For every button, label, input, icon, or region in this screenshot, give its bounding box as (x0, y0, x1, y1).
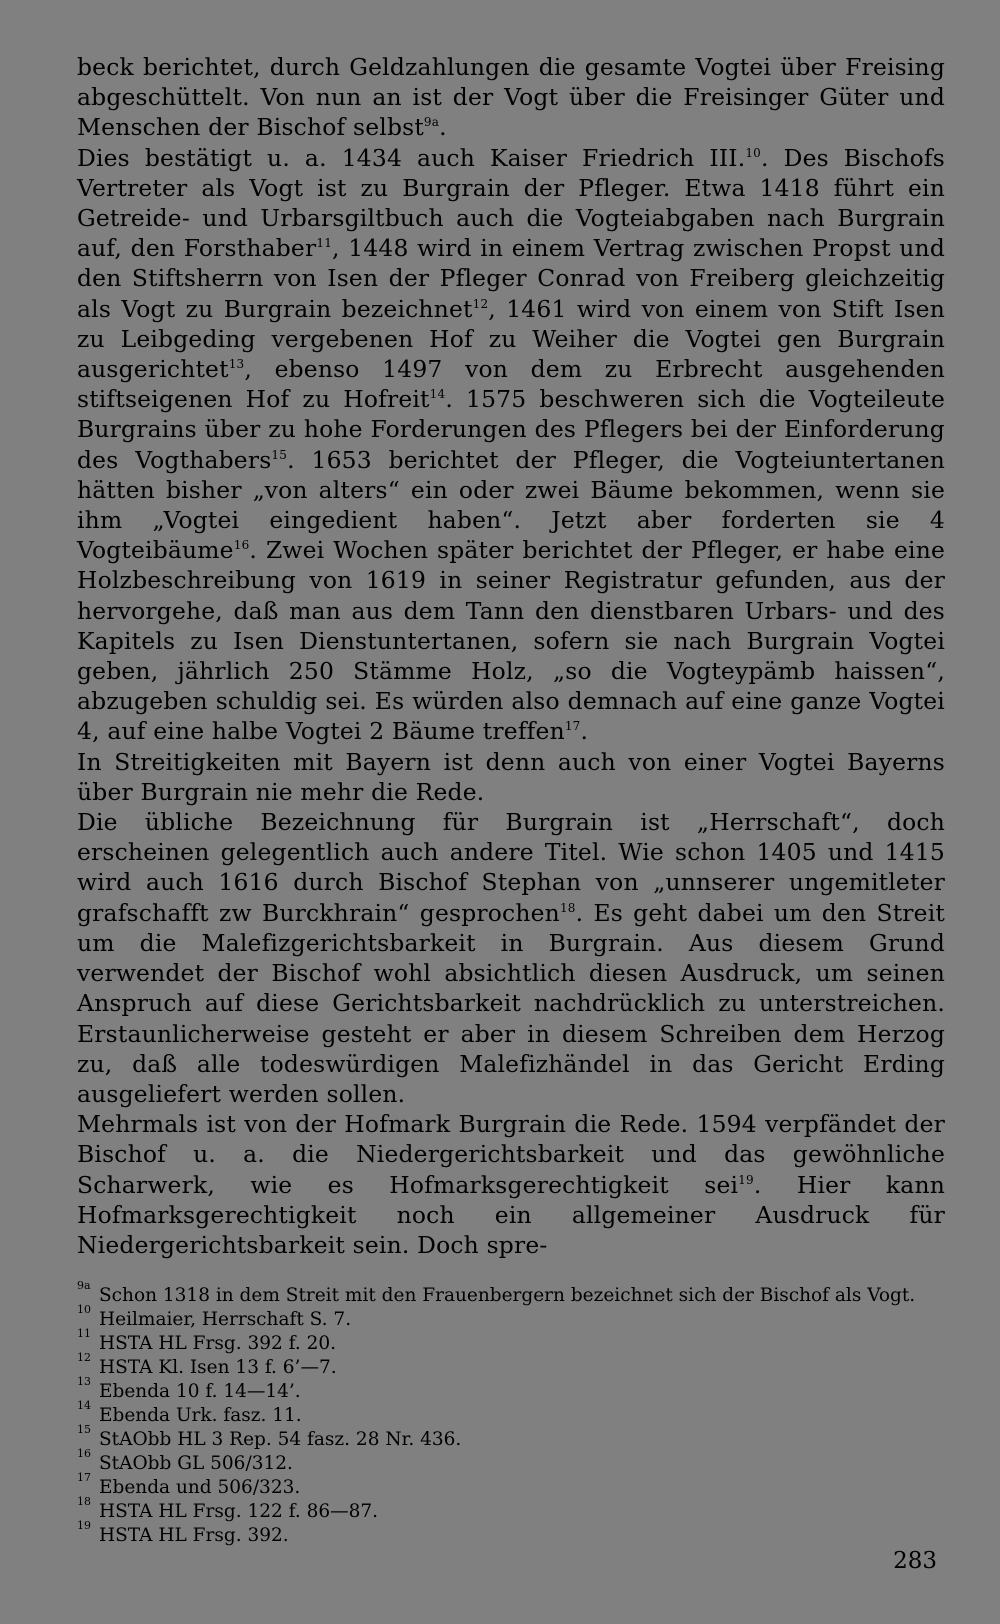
footnote-reference: 11 (316, 236, 333, 251)
paragraph-text: In Streitigkeiten mit Bayern ist denn auch von einer Vogtei Bayerns über Burgrain nie mehr die Rede. (77, 747, 945, 806)
paragraph (77, 1109, 945, 1260)
footnote (77, 1327, 945, 1356)
body-text (77, 52, 945, 1260)
paragraph (77, 52, 945, 143)
paragraph-text: . 1575 beschweren sich die Vogteileute Burgrains über zu hohe Forderungen des Pflegers bei der Einforderung des Vogthabers (77, 385, 946, 474)
footnote-reference: 9a (423, 115, 440, 130)
footnote-number: 9a (77, 1279, 91, 1293)
footnote-number: 18 (77, 1495, 91, 1509)
paragraph-text: . (439, 113, 447, 142)
footnote-number: 11 (77, 1327, 91, 1341)
book-page (77, 52, 945, 1548)
footnote (77, 1399, 945, 1428)
paragraph-text: Mehrmals ist von der Hofmark Burgrain die Rede. 1594 verpfändet der Bischof u. a. die Niedergerichtsbarkeit und das gewöhnliche Scharwerk, wie es Hofmarksgerechtigkeit sei (77, 1110, 945, 1199)
paragraph-text: Die übliche Bezeichnung für Burgrain ist „Herrschaft“, doch erscheinen gelegentlich auch andere Titel. Wie schon 1405 und 1415 wird auch 1616 durch Bischof Stephan von „unnserer ungemitleter grafschafft zw Burckhrain“ gesprochen (77, 808, 945, 927)
paragraph (77, 143, 945, 747)
footnote-reference: 17 (564, 719, 581, 734)
paragraph-text: , ebenso 1497 von dem zu Erbrecht ausgehenden stiftseigenen Hof zu Hofreit (77, 355, 945, 414)
footnote-text: HSTA HL Frsg. 122 f. 86—87. (99, 1501, 379, 1523)
footnote-number: 17 (77, 1471, 91, 1485)
footnote-text: HSTA Kl. Isen 13 f. 6’—7. (99, 1357, 337, 1379)
footnote-text: StAObb GL 506/312. (99, 1453, 293, 1475)
footnotes (77, 1279, 945, 1548)
paragraph-text: . 1653 berichtet der Pfleger, die Vogteiuntertanen hätten bisher „von alters“ ein oder zwei Bäume bekommen, wenn sie ihm „Vogtei eingedient haben“. Jetzt aber forderten sie 4 Vogteibäume (77, 445, 946, 565)
footnote (77, 1423, 945, 1452)
footnote-number: 10 (77, 1303, 91, 1317)
footnote (77, 1375, 945, 1404)
footnote-reference: 18 (559, 900, 576, 915)
paragraph-text: Dies bestätigt u. a. 1434 auch Kaiser Friedrich III. (77, 143, 746, 172)
paragraph-text: beck berichtet, durch Geldzahlungen die gesamte Vogtei über Freising abgeschüttelt. Von nun an ist der Vogt über die Freisinger Güter und Menschen der Bischof selbst (77, 53, 945, 142)
footnote (77, 1447, 945, 1476)
footnote-text: Ebenda 10 f. 14—14’. (99, 1381, 301, 1403)
footnote-number: 12 (77, 1351, 91, 1365)
footnote-text: HSTA HL Frsg. 392 f. 20. (99, 1333, 337, 1355)
footnote (77, 1471, 945, 1500)
footnote-reference: 14 (429, 387, 446, 402)
footnote-text: Ebenda und 506/323. (99, 1477, 301, 1499)
footnote-number: 15 (77, 1423, 91, 1437)
paragraph-text: . Es geht dabei um den Streit um die Malefizgerichtsbarkeit in Burgrain. Aus diesem Grund verwendet der Bischof wohl absichtlich diesen Ausdruck, um seinen Anspruch auf diese Gerichtsbarkeit nachdrücklich zu unterstreichen. Erstaunlicherweise gesteht er aber in diesem Schreiben dem Herzog zu, daß alle todeswürdigen Malefizhändel in das Gericht Erding ausgeliefert werden sollen. (77, 898, 946, 1108)
footnote (77, 1519, 945, 1548)
footnote-reference: 16 (233, 538, 250, 553)
footnote-text: Heilmaier, Herrschaft S. 7. (99, 1309, 352, 1331)
footnote-reference: 15 (271, 447, 288, 462)
footnote (77, 1495, 945, 1524)
footnote (77, 1351, 945, 1380)
paragraph-text: . Des Bischofs Vertreter als Vogt ist zu Burgrain der Pfleger. Etwa 1418 führt ein Getreide- und Urbarsgiltbuch auch die Vogteiabgaben nach Burgrain auf, den Forsthaber (77, 143, 945, 263)
paragraph (77, 807, 945, 1109)
paragraph-text: , 1448 wird in einem Vertrag zwischen Propst und den Stiftsherrn von Isen der Pfleger Conrad von Freiberg gleichzeitig als Vogt zu Burgrain bezeichnet (77, 234, 945, 323)
footnote-reference: 12 (472, 296, 489, 311)
footnote-number: 16 (77, 1447, 91, 1461)
footnote-text: Ebenda Urk. fasz. 11. (99, 1405, 302, 1427)
paragraph (77, 747, 945, 807)
footnote-number: 19 (77, 1519, 91, 1533)
paragraph-text: . (580, 717, 589, 746)
footnote-reference: 19 (738, 1172, 754, 1187)
footnote (77, 1303, 945, 1332)
paragraph-text: . Zwei Wochen später berichtet der Pfleger, er habe eine Holzbeschreibung von 1619 in seiner Registratur gefunden, aus der hervorgehe, daß man aus dem Tann den dienstbaren Urbars- und des Kapitels zu Isen Dienstuntertanen, sofern sie nach Burgrain Vogtei geben, jährlich 250 Stämme Holz, „so die Vogteypämb haissen“, abzugeben schuldig sei. Es würden also demnach auf eine ganze Vogtei 4, auf eine halbe Vogtei 2 Bäume treffen (77, 536, 945, 746)
footnote-text: HSTA HL Frsg. 392. (99, 1525, 289, 1547)
footnote-reference: 10 (745, 145, 762, 160)
footnote-number: 13 (77, 1375, 91, 1389)
page-number: 283 (893, 1548, 937, 1574)
footnote-text: StAObb HL 3 Rep. 54 fasz. 28 Nr. 436. (99, 1429, 462, 1451)
footnote-text: Schon 1318 in dem Streit mit den Frauenbergern bezeichnet sich der Bischof als Vogt. (99, 1285, 916, 1307)
footnote (77, 1279, 945, 1308)
footnote-reference: 13 (228, 357, 245, 372)
paragraph-text: , 1461 wird von einem von Stift Isen zu Leibgeding vergebenen Hof zu Weiher die Vogtei gen Burgrain ausgerichtet (77, 294, 945, 384)
paragraph-text: . Hier kann Hofmarksgerechtigkeit noch ein allgemeiner Ausdruck für Niedergerichtsbarkeit sein. Doch spre- (77, 1170, 945, 1259)
footnote-number: 14 (77, 1399, 91, 1413)
